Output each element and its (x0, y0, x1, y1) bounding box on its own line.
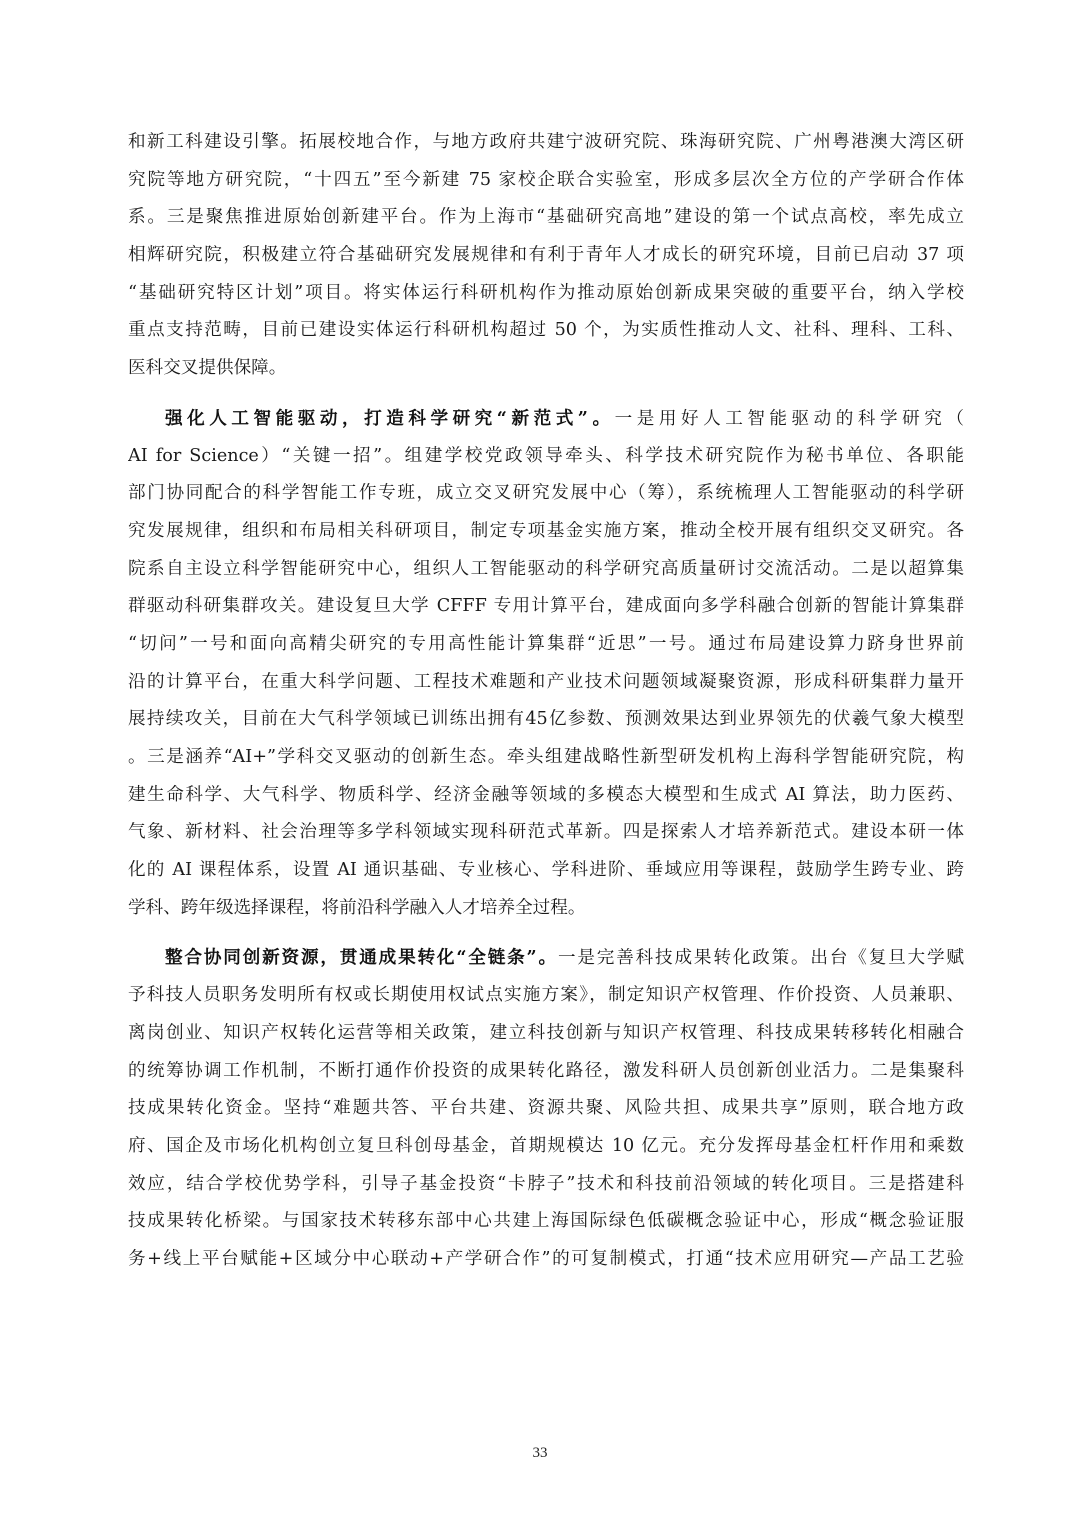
paragraph-2 (128, 400, 964, 928)
paragraph-first-line-text: 一是完善科技成果转化政策。出台《复旦大学赋 (557, 948, 964, 969)
text-line: 务+线上平台赋能+区域分中心联动+产学研合作”的可复制模式，打通“技术应用研究—产品工艺验 (128, 1248, 964, 1269)
text-line: 技成果转化资金。坚持“难题共答、平台共建、资源共聚、风险共担、成果共享”原则，联合地方政 (128, 1098, 964, 1119)
text-line: 部门协同配合的科学智能工作专班，成立交叉研究发展中心（筹），系统梳理人工智能驱动的科学研 (128, 483, 964, 504)
paragraph-heading: 强化人工智能驱动，打造科学研究“新范式”。 (165, 407, 615, 429)
text-line: 重点支持范畴，目前已建设实体运行科研机构超过 50 个，为实质性推动人文、社科、理科、工科、 (128, 320, 964, 341)
text-line: 府、国企及市场化机构创立复旦科创母基金，首期规模达 10 亿元。充分发挥母基金杠杆作用和乘数 (128, 1135, 964, 1156)
text-line: 群驱动科研集群攻关。建设复旦大学 CFFF 专用计算平台，建成面向多学科融合创新的智能计算集群 (128, 596, 964, 617)
text-line: 。三是涵养“AI+”学科交叉驱动的创新生态。牵头组建战略性新型研发机构上海科学智能研究院，构 (128, 747, 964, 767)
text-line: 系。三是聚焦推进原始创新建平台。作为上海市“基础研究高地”建设的第一个试点高校，率先成立 (128, 207, 964, 228)
text-line: 学科、跨年级选择课程，将前沿科学融入人才培养全过程。 (128, 897, 586, 918)
text-line: 气象、新材料、社会治理等多学科领域实现科研范式革新。四是探索人才培养新范式。建设本研一体 (128, 822, 964, 843)
page-number: 33 (532, 1445, 548, 1461)
text-line: “基础研究特区计划”项目。将实体运行科研机构作为推动原始创新成果突破的重要平台，纳入学校 (128, 282, 964, 303)
text-line: 化的 AI 课程体系，设置 AI 通识基础、专业核心、学科进阶、垂域应用等课程，鼓励学生跨专业、跨 (128, 860, 964, 881)
text-line: 究发展规律，组织和布局相关科研项目，制定专项基金实施方案，推动全校开展有组织交叉研究。各 (128, 520, 964, 541)
text-line: 相辉研究院，积极建立符合基础研究发展规律和有利于青年人才成长的研究环境，目前已启动 37 项 (128, 245, 964, 266)
text-line: 和新工科建设引擎。拓展校地合作，与地方政府共建宁波研究院、珠海研究院、广州粤港澳大湾区研 (128, 132, 964, 152)
text-line: 沿的计算平台，在重大科学问题、工程技术难题和产业技术问题领域凝聚资源，形成科研集群力量开 (128, 671, 964, 692)
text-line: 院系自主设立科学智能研究中心，组织人工智能驱动的科学研究高质量研讨交流活动。二是以超算集 (128, 558, 964, 579)
paragraph-first-line-text: 一是用好人工智能驱动的科学研究（ (614, 408, 964, 429)
paragraph-spacer (128, 388, 964, 400)
paragraph-3 (128, 939, 964, 1278)
text-line: 究院等地方研究院，“十四五”至今新建 75 家校企联合实验室，形成多层次全方位的产学研合作体 (128, 169, 964, 190)
text-line: 离岗创业、知识产权转化运营等相关政策，建立科技创新与知识产权管理、科技成果转移转化相融合 (128, 1022, 964, 1043)
text-line: “切问”一号和面向高精尖研究的专用高性能计算集群“近思”一号。通过布局建设算力跻身世界前 (128, 633, 964, 654)
paragraph-spacer (128, 927, 964, 939)
text-line: 医科交叉提供保障。 (128, 358, 287, 379)
text-line: 展持续攻关，目前在大气科学领域已训练出拥有45亿参数、预测效果达到业界领先的伏羲气象大模型 (128, 709, 964, 730)
text-line: 予科技人员职务发明所有权或长期使用权试点实施方案》，制定知识产权管理、作价投资、人员兼职、 (128, 985, 964, 1006)
text-line: AI for Science）“关键一招”。组建学校党政领导牵头、科学技术研究院作为秘书单位、各职能 (128, 445, 964, 466)
document-body (128, 124, 964, 1279)
paragraph-1 (128, 124, 964, 388)
text-line: 的统筹协调工作机制，不断打通作价投资的成果转化路径，激发科研人员创新创业活力。二是集聚科 (128, 1060, 964, 1081)
paragraph-heading: 整合协同创新资源，贯通成果转化“全链条”。 (165, 947, 558, 969)
paragraph-first-line (128, 400, 964, 438)
paragraph-first-line (128, 939, 964, 977)
text-line: 技成果转化桥梁。与国家技术转移东部中心共建上海国际绿色低碳概念验证中心，形成“概念验证服 (128, 1211, 964, 1232)
text-line: 建生命科学、大气科学、物质科学、经济金融等领域的多模态大模型和生成式 AI 算法，助力医药、 (128, 784, 964, 805)
text-line: 效应，结合学校优势学科，引导子基金投资“卡脖子”技术和科技前沿领域的转化项目。三是搭建科 (128, 1173, 964, 1194)
